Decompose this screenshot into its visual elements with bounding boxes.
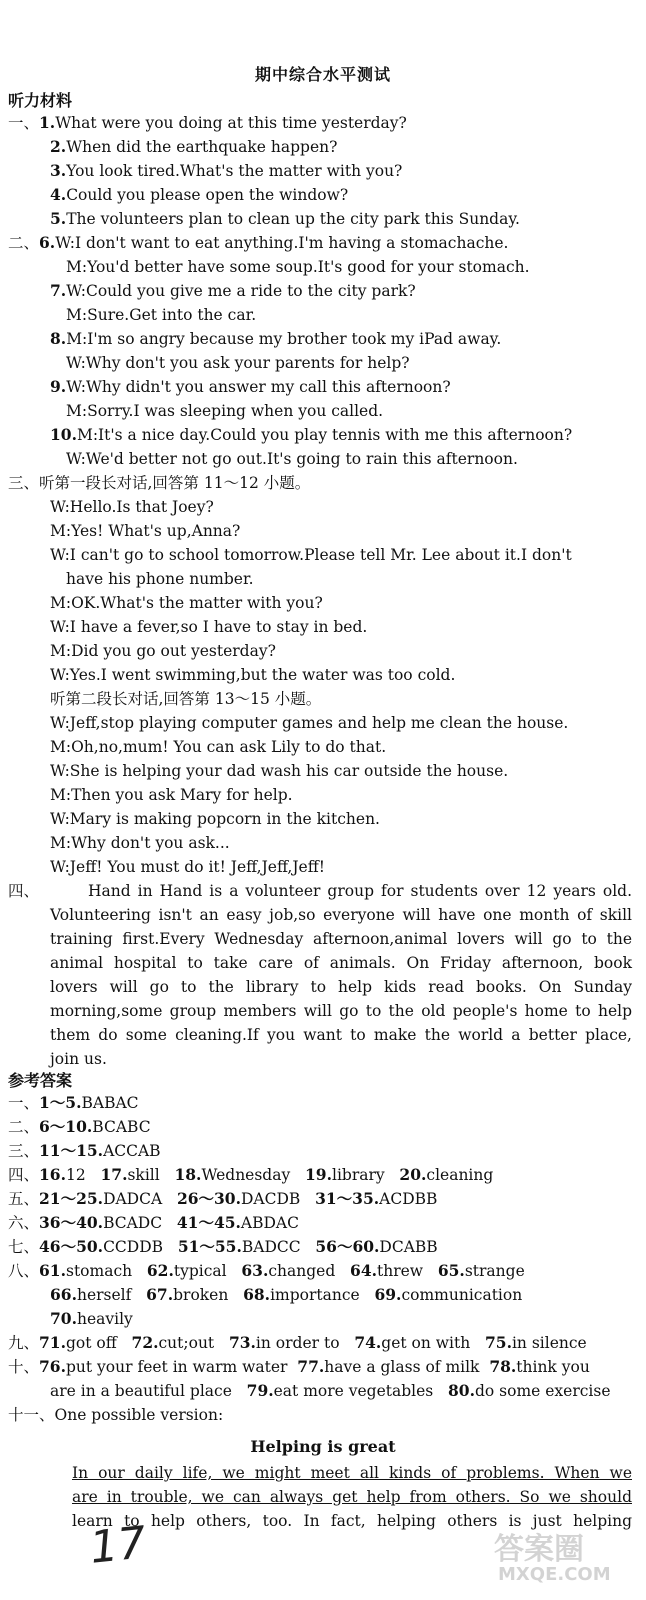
transcript-line: M:Then you ask Mary for help. xyxy=(50,786,293,804)
transcript-line: W:I have a fever,so I have to stay in bed. xyxy=(50,618,368,636)
transcript-line: 三、听第一段长对话,回答第 11～12 小题。 xyxy=(8,474,311,492)
answer-line: 四、16.12 17.skill 18.Wednesday 19.library 20.cleaning xyxy=(8,1165,494,1184)
watermark-line1: 答案圈 xyxy=(494,1532,584,1567)
watermark-line2: MXQE.COM xyxy=(498,1564,611,1585)
transcript-line: 听第二段长对话,回答第 13～15 小题。 xyxy=(50,690,322,708)
transcript-line: 一、1.What were you doing at this time yesterday? xyxy=(8,113,407,132)
answer-line: 十一、One possible version: xyxy=(8,1406,224,1424)
transcript-line: 9.W:Why didn't you answer my call this afternoon? xyxy=(50,377,451,396)
transcript-line: 5.The volunteers plan to clean up the city park this Sunday. xyxy=(50,209,520,228)
answer-line: 十、76.put your feet in warm water 77.have a glass of milk 78.think you xyxy=(8,1357,590,1376)
answer-line: 66.herself 67.broken 68.importance 69.communication xyxy=(50,1285,523,1304)
transcript-line: 10.M:It's a nice day.Could you play tennis with me this afternoon? xyxy=(50,425,573,444)
section-header-answers: 参考答案 xyxy=(8,1071,73,1090)
transcript-line: have his phone number. xyxy=(66,570,254,588)
transcript-line: W:Why don't you ask your parents for help? xyxy=(66,354,410,372)
answer-line: 七、46～50.CCDDB 51～55.BADCC 56～60.DCABB xyxy=(8,1237,438,1256)
passage-line: morning,some group members will go to the old people's home to help xyxy=(50,1002,632,1020)
transcript-line: 二、6.W:I don't want to eat anything.I'm having a stomachache. xyxy=(8,233,509,252)
transcript-line: 4.Could you please open the window? xyxy=(50,185,349,204)
answer-line: are in a beautiful place 79.eat more vegetables 80.do some exercise xyxy=(50,1381,611,1400)
watermark-logo xyxy=(488,1520,638,1592)
passage-line: Volunteering isn't an easy job,so everyone will have one month of skill xyxy=(50,906,632,924)
transcript-line: M:Oh,no,mum! You can ask Lily to do that. xyxy=(50,738,387,756)
answer-line: 六、36～40.BCADC 41～45.ABDAC xyxy=(8,1213,299,1232)
essay-line: are in trouble, we can always get help from others. So we should xyxy=(72,1488,632,1506)
transcript-line: M:Yes! What's up,Anna? xyxy=(50,522,241,540)
answer-line: 八、61.stomach 62.typical 63.changed 64.threw 65.strange xyxy=(8,1261,525,1280)
passage-line: lovers will go to the library to help kids read books. On Sunday xyxy=(50,978,632,996)
passage-line: training first.Every Wednesday afternoon,animal lovers will go to the xyxy=(50,930,632,948)
answer-line: 九、71.got off 72.cut;out 73.in order to 74.get on with 75.in silence xyxy=(8,1333,587,1352)
answer-line: 五、21～25.DADCA 26～30.DACDB 31～35.ACDBB xyxy=(8,1189,438,1208)
answer-line: 70.heavily xyxy=(50,1309,133,1328)
answer-line: 三、11～15.ACCAB xyxy=(8,1141,161,1160)
transcript-line: 3.You look tired.What's the matter with you? xyxy=(50,161,403,180)
essay-line: In our daily life, we might meet all kinds of problems. When we xyxy=(72,1464,632,1482)
transcript-line: W:Yes.I went swimming,but the water was too cold. xyxy=(50,666,456,684)
transcript-line: M:OK.What's the matter with you? xyxy=(50,594,323,612)
passage-line: join us. xyxy=(50,1050,107,1068)
transcript-line: W:She is helping your dad wash his car outside the house. xyxy=(50,762,509,780)
transcript-line: M:Did you go out yesterday? xyxy=(50,642,276,660)
transcript-line: W:We'd better not go out.It's going to rain this afternoon. xyxy=(66,450,518,468)
passage-line: animal hospital to take care of animals. On Friday afternoon, book xyxy=(50,954,632,972)
transcript-line: W:Jeff! You must do it! Jeff,Jeff,Jeff! xyxy=(50,858,325,876)
handwritten-mark: 17 xyxy=(87,1517,149,1574)
transcript-line: W:Jeff,stop playing computer games and help me clean the house. xyxy=(50,714,569,732)
transcript-line: 2.When did the earthquake happen? xyxy=(50,137,338,156)
transcript-line: M:Why don't you ask... xyxy=(50,834,230,852)
transcript-line: 8.M:I'm so angry because my brother took my iPad away. xyxy=(50,329,502,348)
transcript-line: 7.W:Could you give me a ride to the city park? xyxy=(50,281,416,300)
transcript-line: M:Sure.Get into the car. xyxy=(66,306,257,324)
essay-title: Helping is great xyxy=(250,1437,396,1456)
section-header-listening: 听力材料 xyxy=(8,91,73,110)
passage-line: them do some cleaning.If you want to make the world a better place, xyxy=(50,1026,632,1044)
passage-line: Hand in Hand is a volunteer group for students over 12 years old. xyxy=(88,882,632,900)
transcript-line: W:Hello.Is that Joey? xyxy=(50,498,214,516)
transcript-line: W:Mary is making popcorn in the kitchen. xyxy=(50,810,380,828)
page-title: 期中综合水平测试 xyxy=(254,65,391,84)
essay-line: learn to help others, too. In fact, helping others is just helping xyxy=(72,1512,632,1530)
transcript-line: M:Sorry.I was sleeping when you called. xyxy=(66,402,384,420)
transcript-line: W:I can't go to school tomorrow.Please tell Mr. Lee about it.I don't xyxy=(50,546,572,564)
transcript-line: M:You'd better have some soup.It's good for your stomach. xyxy=(66,258,530,276)
answer-line: 一、1～5.BABAC xyxy=(8,1093,139,1112)
answer-line: 二、6～10.BCABC xyxy=(8,1117,151,1136)
passage-prefix: 四、 xyxy=(8,882,40,900)
